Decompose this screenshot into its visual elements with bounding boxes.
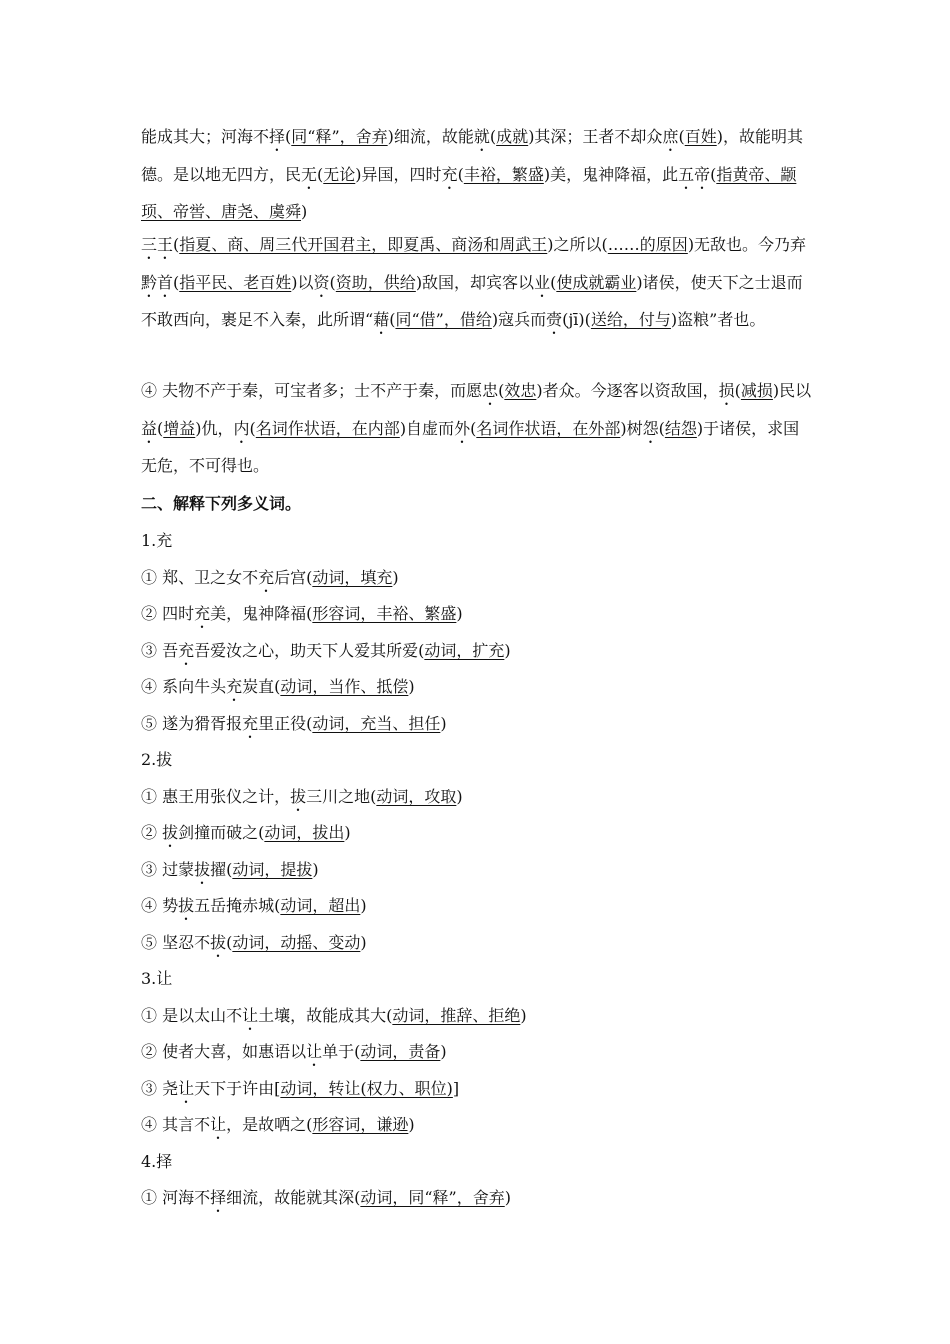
text-segment: ( bbox=[285, 127, 292, 146]
text-segment: 后宫( bbox=[274, 567, 313, 587]
text-segment: )寇兵而 bbox=[491, 310, 547, 329]
list-item bbox=[141, 821, 351, 845]
text-segment: )于诸侯，求国无危，不可得也。 bbox=[141, 418, 800, 475]
emphasized-word: 无 bbox=[301, 164, 318, 184]
passage-paragraph-1 bbox=[141, 118, 813, 231]
text-segment: 三川之地( bbox=[306, 786, 377, 806]
text-segment: (jī)( bbox=[562, 310, 591, 329]
emphasized-word: 庶 bbox=[662, 127, 679, 146]
emphasized-word: 让 bbox=[242, 1005, 259, 1025]
passage-paragraph-3 bbox=[141, 372, 813, 485]
text-segment: ) bbox=[312, 859, 319, 879]
text-segment: )细流，故能 bbox=[387, 127, 474, 146]
text-segment: 天下于许由[ bbox=[194, 1078, 281, 1098]
annotation: 动词，责备 bbox=[360, 1042, 441, 1061]
emphasized-word: 拔 bbox=[178, 896, 195, 915]
text-segment: 剑撞而破之( bbox=[178, 823, 265, 842]
text-segment: 能成其大；河海不 bbox=[141, 127, 270, 146]
annotation: 百姓 bbox=[684, 127, 717, 146]
annotation: 指黄帝、颛顼、帝喾、唐尧、虞舜 bbox=[141, 164, 797, 221]
text-segment: )盗粮”者也。 bbox=[670, 310, 766, 329]
group-title: 2.拔 bbox=[141, 750, 173, 769]
list-item bbox=[141, 566, 399, 590]
text-segment: ( bbox=[658, 418, 665, 438]
text-segment: )异国，四时 bbox=[355, 164, 442, 184]
emphasized-word: 就 bbox=[473, 127, 490, 146]
annotation: 动词，转让(权力、职位) bbox=[280, 1078, 453, 1098]
text-segment: ( bbox=[389, 310, 396, 329]
text-segment: ④ 势 bbox=[141, 896, 179, 915]
list-item bbox=[141, 1077, 459, 1101]
annotation: 动词，拔出 bbox=[264, 823, 345, 842]
text-segment: 土壤，故能成其大( bbox=[258, 1005, 393, 1025]
text-segment: ( bbox=[498, 381, 505, 400]
annotation: 使成就霸业 bbox=[556, 272, 637, 292]
text-segment: ( bbox=[457, 164, 464, 184]
text-segment: ② 使者大喜，如惠语以 bbox=[141, 1042, 307, 1061]
text-segment: ( bbox=[489, 127, 497, 146]
annotation: 动词，动摇、变动 bbox=[232, 932, 361, 952]
text-segment: ( bbox=[470, 418, 477, 438]
text-segment: ] bbox=[452, 1078, 460, 1098]
annotation: 效忠 bbox=[504, 381, 537, 400]
text-segment: )仇， bbox=[195, 418, 234, 438]
annotation: 形容词，丰裕、繁盛 bbox=[312, 604, 457, 623]
text-segment: ) bbox=[301, 202, 308, 221]
text-segment: )诸侯，使天下之士退而不敢西向，裹足不入秦，此所谓“ bbox=[141, 272, 803, 329]
text-segment: )树 bbox=[620, 418, 643, 438]
text-segment: ① 郑、卫之女不 bbox=[141, 567, 259, 587]
text-segment: ⑤ 遂为猾胥报 bbox=[141, 713, 243, 733]
emphasized-word: 拔 bbox=[210, 932, 227, 952]
list-item bbox=[141, 1004, 527, 1028]
list-item bbox=[141, 785, 463, 809]
emphasized-word: 让 bbox=[210, 1115, 227, 1134]
emphasized-word: 怨 bbox=[642, 418, 659, 438]
annotation: 结怨 bbox=[664, 418, 697, 438]
annotation: 成就 bbox=[496, 127, 529, 146]
annotation: 动词，推辞、拒绝 bbox=[392, 1005, 521, 1025]
text-segment: ( bbox=[550, 272, 557, 292]
list-item bbox=[141, 1040, 447, 1064]
text-segment: )其深；王者不却众 bbox=[528, 127, 663, 146]
annotation: ……的原因 bbox=[607, 235, 688, 254]
text-segment: ) bbox=[456, 786, 463, 806]
emphasized-word: 赍 bbox=[546, 310, 563, 329]
text-segment: ③ 过蒙 bbox=[141, 859, 195, 879]
text-segment: 美，鬼神降福( bbox=[210, 604, 313, 623]
annotation: 无论 bbox=[323, 164, 356, 184]
emphasized-word: 拔 bbox=[290, 786, 307, 806]
text-segment: ( bbox=[173, 235, 180, 254]
annotation: 丰裕，繁盛 bbox=[463, 164, 544, 184]
emphasized-word: 损 bbox=[718, 381, 735, 400]
text-segment: ( bbox=[173, 272, 180, 292]
annotation: 指平民、老百姓 bbox=[179, 272, 292, 292]
emphasized-word: 充 bbox=[242, 713, 259, 733]
text-segment: ) bbox=[392, 567, 399, 587]
text-segment: ) bbox=[520, 1005, 527, 1025]
emphasized-word: 忠 bbox=[482, 381, 499, 400]
text-segment: ③ 吾 bbox=[141, 640, 179, 660]
text-segment: )自虚而 bbox=[399, 418, 455, 438]
text-segment: ( bbox=[329, 272, 336, 292]
text-segment: ② 四时 bbox=[141, 604, 195, 623]
annotation: 增益 bbox=[163, 418, 196, 438]
annotation: 指夏、商、周三代开国君主，即夏禹、商汤和周武王 bbox=[179, 235, 548, 254]
emphasized-word: 充 bbox=[178, 640, 195, 660]
list-item bbox=[141, 639, 511, 663]
text-segment: 单于( bbox=[322, 1042, 361, 1061]
text-segment: )者众。今逐客以资敌国， bbox=[536, 381, 719, 400]
text-segment: ④ 夫物不产于秦，可宝者多；士不产于秦，而愿 bbox=[141, 381, 483, 400]
text-segment: ) bbox=[440, 1042, 447, 1061]
emphasized-word: 黔首 bbox=[141, 272, 174, 292]
list-item bbox=[141, 894, 367, 918]
group-title: 4.择 bbox=[141, 1151, 173, 1171]
text-segment: ① 河海不 bbox=[141, 1188, 211, 1207]
emphasized-word: 择 bbox=[210, 1188, 227, 1207]
text-segment: ) bbox=[456, 604, 463, 623]
annotation: 名词作状语，在内部 bbox=[255, 418, 400, 438]
text-segment: ) bbox=[360, 932, 367, 952]
group-title: 3.让 bbox=[141, 969, 173, 988]
text-segment: 里正役( bbox=[258, 713, 313, 733]
text-segment: ( bbox=[317, 164, 324, 184]
text-segment: ) bbox=[408, 677, 415, 696]
text-segment: 五岳掩赤城( bbox=[194, 896, 281, 915]
text-segment: ④ 其言不 bbox=[141, 1115, 211, 1134]
text-segment: ⑤ 坚忍不 bbox=[141, 932, 211, 952]
text-segment: ) bbox=[440, 713, 447, 733]
list-item bbox=[141, 931, 367, 955]
list-item bbox=[141, 1186, 511, 1210]
list-item bbox=[141, 858, 319, 882]
text-segment: )无敌也。今乃弃 bbox=[687, 235, 807, 254]
text-segment: )美，鬼神降福，此 bbox=[543, 164, 679, 184]
text-segment: 擢( bbox=[210, 859, 233, 879]
text-segment: ③ 尧 bbox=[141, 1078, 179, 1098]
text-segment: )民以 bbox=[772, 381, 812, 400]
text-segment: 细流，故能就其深( bbox=[226, 1188, 361, 1207]
emphasized-word: 外 bbox=[454, 418, 471, 438]
passage-paragraph-2 bbox=[141, 226, 813, 339]
text-segment: )敌国，却宾客以 bbox=[415, 272, 535, 292]
emphasized-word: 拔 bbox=[162, 823, 179, 842]
annotation: 形容词，谦逊 bbox=[312, 1115, 409, 1134]
text-segment: 所以 bbox=[569, 235, 602, 254]
annotation: 同“借”，借给 bbox=[395, 310, 492, 329]
emphasized-word: 拔 bbox=[194, 859, 211, 879]
emphasized-word: 内 bbox=[233, 418, 250, 438]
list-item bbox=[141, 1113, 415, 1137]
annotation: 动词，超出 bbox=[280, 896, 361, 915]
annotation: 送给，付与 bbox=[590, 310, 671, 329]
text-segment: 炭直( bbox=[242, 677, 281, 696]
text-segment: ( bbox=[734, 381, 741, 400]
text-segment: ( bbox=[226, 932, 233, 952]
emphasized-word: 充 bbox=[441, 164, 458, 184]
annotation: 动词，扩充 bbox=[424, 640, 505, 660]
text-segment: )以 bbox=[291, 272, 314, 292]
emphasized-word: 藉 bbox=[373, 310, 390, 329]
annotation: 动词，填充 bbox=[312, 567, 393, 587]
emphasized-word: 让 bbox=[306, 1042, 323, 1061]
emphasized-word: 益 bbox=[141, 418, 158, 438]
annotation: 动词，充当、担任 bbox=[312, 713, 441, 733]
emphasized-word: 充 bbox=[226, 677, 243, 696]
annotation: 同“释”，舍弃 bbox=[291, 127, 388, 146]
list-item bbox=[141, 675, 415, 699]
emphasized-word: 业 bbox=[534, 272, 551, 292]
annotation: 动词，当作、抵偿 bbox=[280, 677, 409, 696]
annotation: 动词，攻取 bbox=[376, 786, 457, 806]
emphasized-word: 资 bbox=[313, 272, 330, 292]
text-segment: ) bbox=[344, 823, 351, 842]
annotation: 名词作状语，在外部 bbox=[476, 418, 621, 438]
text-segment: ② bbox=[141, 823, 163, 842]
text-segment: ) bbox=[408, 1115, 415, 1134]
text-segment: ) bbox=[504, 1188, 511, 1207]
annotation: 动词，同“释”，舍弃 bbox=[360, 1188, 505, 1207]
text-segment: ，是故哂之( bbox=[226, 1115, 313, 1134]
text-segment: 吾爱汝之心，助天下人爱其所爱( bbox=[194, 640, 425, 660]
emphasized-word: 三王 bbox=[141, 235, 174, 254]
text-segment: ) bbox=[360, 896, 367, 915]
section-heading: 二、解释下列多义词。 bbox=[141, 494, 302, 513]
text-segment: ① 是以太山不 bbox=[141, 1005, 243, 1025]
text-segment: ( bbox=[710, 164, 717, 184]
text-segment: ( bbox=[678, 127, 685, 146]
emphasized-word: 充 bbox=[194, 604, 211, 623]
text-segment: ) bbox=[504, 640, 511, 660]
annotation: 动词，提拔 bbox=[232, 859, 313, 879]
annotation: 减损 bbox=[740, 381, 773, 400]
text-segment: )之 bbox=[547, 235, 570, 254]
group-title: 1.充 bbox=[141, 531, 173, 550]
list-item bbox=[141, 712, 447, 736]
text-segment: ( bbox=[601, 235, 608, 254]
list-item bbox=[141, 602, 463, 626]
text-segment: )，故能明其德。是以地无四方，民 bbox=[141, 127, 803, 184]
emphasized-word: 五帝 bbox=[678, 164, 711, 184]
text-segment: ( bbox=[249, 418, 256, 438]
text-segment: ④ 系向牛头 bbox=[141, 677, 227, 696]
emphasized-word: 择 bbox=[269, 127, 286, 146]
emphasized-word: 让 bbox=[178, 1078, 195, 1098]
annotation: 资助，供给 bbox=[335, 272, 416, 292]
text-segment: ( bbox=[157, 418, 164, 438]
emphasized-word: 充 bbox=[258, 567, 275, 587]
text-segment: ① 惠王用张仪之计， bbox=[141, 786, 291, 806]
